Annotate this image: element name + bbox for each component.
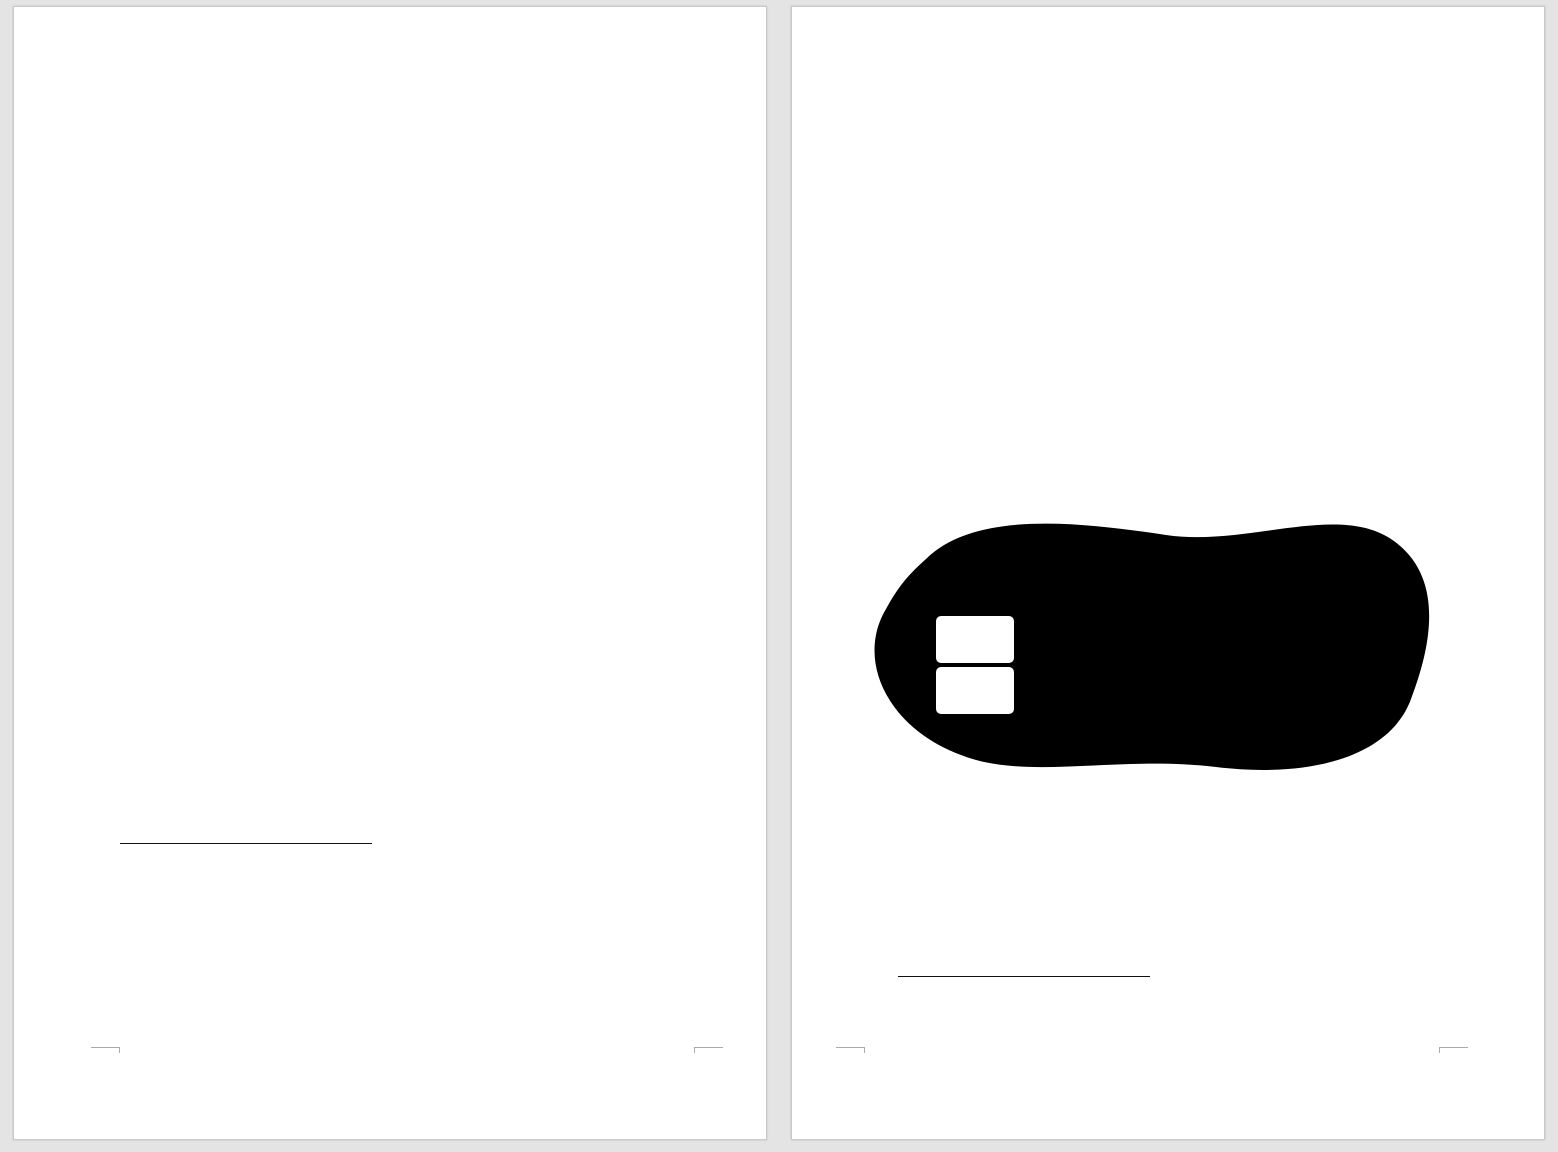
treatment-efficacy-infographic xyxy=(866,509,1444,779)
crop-mark xyxy=(1439,1047,1468,1053)
footnote-separator xyxy=(898,976,1150,977)
footnote-separator xyxy=(120,843,372,844)
right-page xyxy=(791,6,1545,1140)
crop-mark xyxy=(91,1047,120,1053)
crop-mark xyxy=(836,1047,865,1053)
crop-mark xyxy=(694,1047,723,1053)
left-page xyxy=(13,6,767,1140)
row-label-protocol xyxy=(936,667,1014,714)
row-label-phases xyxy=(936,616,1014,663)
